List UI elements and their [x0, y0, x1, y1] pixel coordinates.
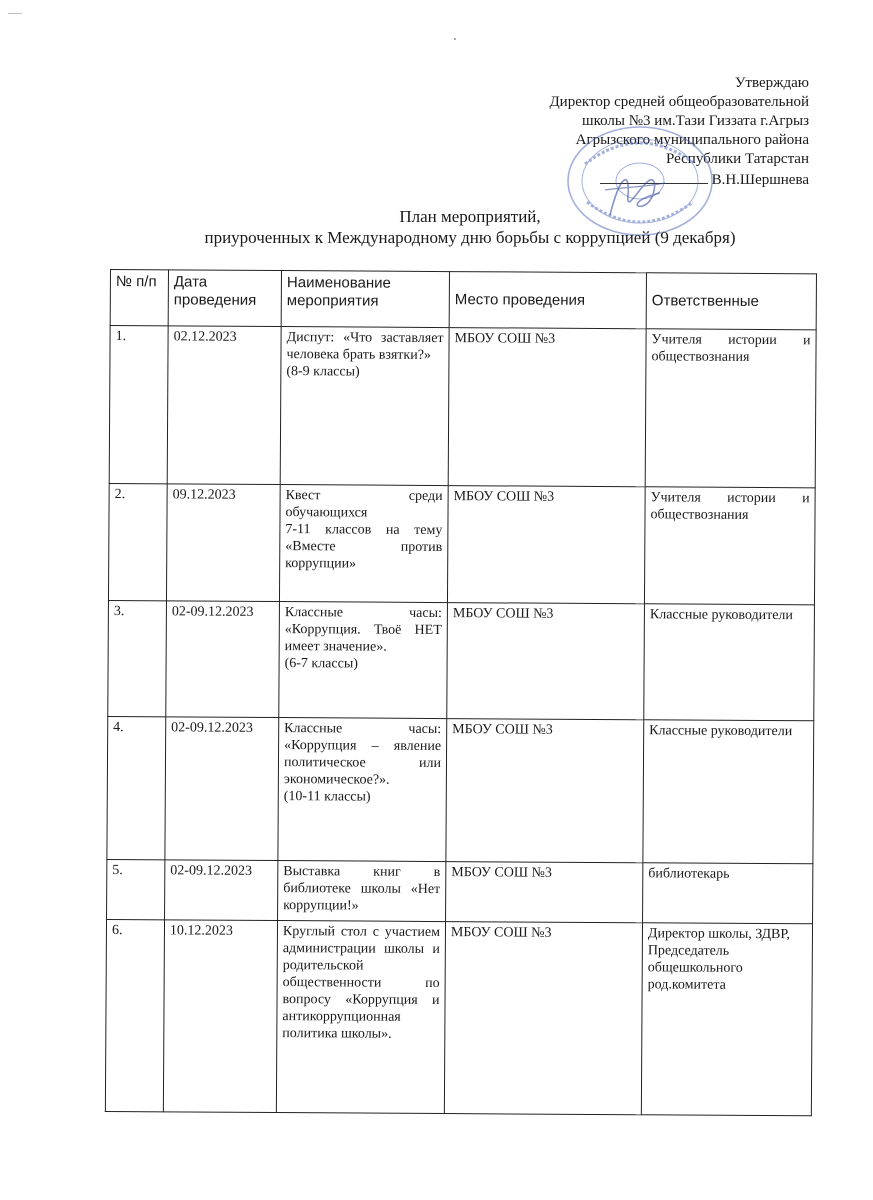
row-responsible: Учителя истории и обществознания — [644, 487, 815, 605]
title-line-2: приуроченных к Международному дню борьбы с коррупцией (9 декабря) — [204, 228, 736, 247]
header-num: № п/п — [110, 270, 168, 326]
row-date: 02.12.2023 — [167, 326, 281, 485]
table-row — [108, 600, 815, 720]
table-header-row — [110, 270, 816, 330]
title-line-1: План мероприятий, — [399, 207, 541, 226]
row-event — [279, 602, 448, 719]
row-event: Круглый стол с участием администрации школы и родительской общественности по вопросу «Коррупция и антикоррупционная политика школы». — [276, 921, 445, 1114]
row-date: 02-09.12.2023 — [165, 860, 278, 921]
row-event — [279, 485, 448, 603]
row-responsible: Классные руководители — [643, 720, 814, 864]
row-event: Выставка книг в библиотеке школы «Нет коррупции!» — [278, 861, 446, 922]
row-responsible: Учителя истории и обществознания — [645, 329, 816, 488]
header-place: Место проведения — [449, 272, 646, 329]
event-text: Классные часы: «Коррупция – явление политическое или экономическое?». — [283, 721, 442, 788]
row-place: МБОУ СОШ №3 — [447, 603, 645, 720]
header-date: Дата проведения — [168, 270, 281, 327]
row-place: МБОУ СОШ №3 — [448, 328, 646, 487]
scan-dot — [454, 38, 456, 40]
table-row — [107, 716, 814, 863]
approval-position: Директор средней общеобразовательной — [549, 94, 809, 110]
row-date: 02-09.12.2023 — [166, 601, 280, 718]
row-place: МБОУ СОШ №3 — [447, 486, 645, 604]
event-text: Диспут: «Что заставляет человека брать взятки?» — [286, 330, 444, 363]
approval-republic: Республики Татарстан — [665, 151, 809, 167]
row-place: МБОУ СОШ №3 — [444, 922, 642, 1115]
event-note: (10-11 классы) — [283, 789, 371, 805]
header-responsible: Ответственные — [646, 273, 816, 330]
event-note: 7-11 классов на тему «Вместе против коррупции» — [285, 522, 443, 572]
row-num: 2. — [108, 483, 167, 600]
row-date: 10.12.2023 — [163, 920, 277, 1113]
approval-signer: В.Н.Шершнева — [711, 172, 809, 188]
approval-district: Агрызского муниципального района — [575, 132, 809, 148]
row-responsible: Классные руководители — [644, 604, 815, 721]
row-num: 1. — [109, 326, 168, 484]
table-row — [108, 483, 815, 604]
row-num: 3. — [108, 600, 167, 716]
table-row — [109, 326, 816, 488]
row-num: 5. — [107, 859, 165, 919]
table-row — [105, 919, 812, 1115]
scan-mark — [8, 13, 22, 14]
row-date: 09.12.2023 — [166, 484, 280, 602]
row-responsible: библиотекарь — [643, 863, 813, 924]
row-event — [278, 718, 447, 862]
approval-school: школы №3 им.Тази Гиззата г.Агрыз — [582, 113, 809, 129]
row-date: 02-09.12.2023 — [165, 717, 279, 861]
row-event — [280, 327, 449, 486]
event-text: Квест среди обучающихся — [285, 488, 443, 521]
approval-title: Утверждаю — [734, 75, 809, 91]
table-row — [107, 859, 813, 923]
event-text: Классные часы: «Коррупция. Твоё НЕТ имеет значение». — [284, 605, 442, 655]
events-table — [105, 269, 817, 1116]
header-event: Наименование мероприятия — [281, 271, 449, 328]
row-place: МБОУ СОШ №3 — [446, 862, 643, 923]
row-responsible: Директор школы, ЗДВР, Председатель общешкольного род.комитета — [641, 923, 812, 1116]
event-note: (6-7 классы) — [284, 656, 358, 672]
event-note: (8-9 классы) — [286, 364, 360, 380]
document-title — [100, 206, 840, 248]
row-num: 4. — [107, 716, 166, 859]
row-num: 6. — [105, 919, 164, 1111]
row-place: МБОУ СОШ №3 — [446, 719, 644, 863]
